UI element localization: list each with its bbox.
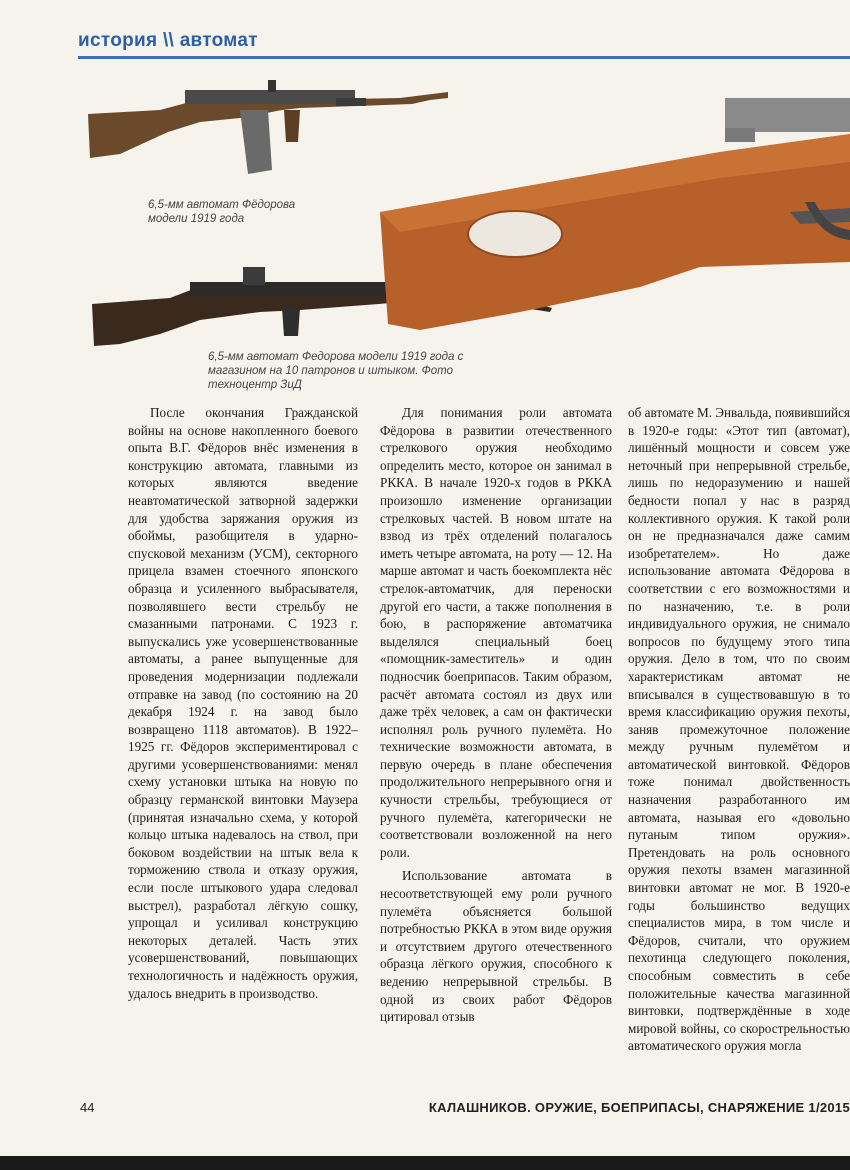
paragraph: После окончания Гражданской войны на основе накопленного боевого опыта В.Г. Фёдоров внёс изменения в конструкцию автомата, главными из которых являются введение неавтоматической затворной задержки для удобства заряжания оружия из обоймы, разобщителя в ударно-спусковой механизм (УСМ), секторного прицела взамен стоечного японского образца и усиленного выбрасывателя, позволявшего вести стрельбу не смазанными патронами. С 1923 г. выпускались уже усовершенствованные автоматы, а ранее выпущенные для проведения модернизации подлежали отправке на завод (по состоянию на 20 декабря 1924 г. на завод было возвращено 1118 автоматов). В 1922–1925 гг. Фёдоров экспериментировал с другими усовершенствованиями: менял схему установки штыка на новую по образцу германской винтовки Маузера (принятая изначально схема, у которой кольцо штыка надевалось на ствол, при боковом воздействии на штык вела к торможению ствола и отказу оружия, если после штыкового удара следовал выстрел), разработал лёгкую сошку, упрощал и усиливал конструкцию некоторых деталей. Часть этих усовершенствований, повышающих технологичность и надёжность оружия, удалось внедрить в производство. [128, 405, 358, 1001]
text-column-3 [628, 404, 850, 1104]
page-number: 44 [80, 1100, 95, 1115]
caption-top: 6,5-мм автомат Фёдорова модели 1919 года [148, 199, 296, 225]
header-rule [78, 56, 850, 59]
paragraph: Использование автомата в несоответствующей ему роли ручного пулемёта объясняется большой потребностью РККА в этом виде оружия и отсутствием другого отечественного образца лёгкого оружия, способного к ведению непрерывной стрельбы. В одной из своих работ Фёдоров цитировал отзыв [380, 868, 612, 1025]
text-column-1 [128, 404, 358, 1104]
paragraph: об автомате М. Энвальда, появившийся в 1920-е годы: «Этот тип (автомат), лишённый мощности и совсем уже неточный при непрерывной стрельбе, лишь по недоразумению и нашей бедности попал у нас в разряд коллективного оружия. К такой роли он не предназначался даже самим изобретателем». Но даже использование автомата Фёдорова в соответствии с его возможностями и по назначению, т.е. в роли индивидуального оружия, не снимало вопросов по будущему этого типа оружия. Дело в том, что по своим характеристикам автомат не вписывался в существовавшую в то время классификацию оружия пехоты, заняв промежуточное положение между ручным пулемётом и автоматической винтовкой. Фёдоров тоже понимал двойственность назначения разработанного им автомата, называя его «довольно путаным типом оружия». Претендовать на роль основного оружия пехоты взамен магазинной винтовки автомат не мог. В 1920-е годы большинство ведущих специалистов мира, в том числе и Фёдоров, считали, что оружием пехотинца следующего поколения, способным совместить в себе положительные качества магазинной винтовки, подтверждённые в ходе мировой войны, со скорострельностью автоматического оружия могла [628, 405, 850, 1054]
rifle-top-image [88, 80, 448, 174]
bottom-edge [0, 1156, 850, 1170]
caption-bottom: 6,5-мм автомат Федорова модели 1919 года с магазином на 10 патронов и штыком. Фото техноцентр ЗиД [208, 351, 464, 391]
paragraph: Для понимания роли автомата Фёдорова в развитии отечественного стрелкового оружия необходимо определить место, которое он занимал в РККА. В начале 1920-х годов в РККА произошло изменение организации стрелковых частей. В новом штате на взвод из трёх отделений полагалось иметь четыре автомата, на роту — 12. На марше автомат и часть боекомплекта нёс стрелок-автоматчик, для переноски другой его части, а также пополнения в бою, в распоряжение автоматчика выделялся специальный боец «помощник-заместитель» и один подносчик боеприпасов. Таким образом, расчёт автомата состоял из двух или даже трёх человек, а сам он фактически исполнял роль ручного пулемёта. Но технические возможности автомата, в первую очередь в плане обеспечения продолжительного непрерывного огня и кучности стрельбы, требующиеся от ручного пулемёта, категорически не соответствовали возложенной на него роли. [380, 405, 612, 860]
section-header: история \\ автомат [78, 30, 258, 51]
stock-closeup-image [380, 98, 850, 330]
text-column-2 [380, 404, 612, 1104]
rifle-photos [0, 62, 850, 392]
magazine-title: КАЛАШНИКОВ. ОРУЖИЕ, БОЕПРИПАСЫ, СНАРЯЖЕНИЕ 1/2015 [428, 1100, 850, 1115]
